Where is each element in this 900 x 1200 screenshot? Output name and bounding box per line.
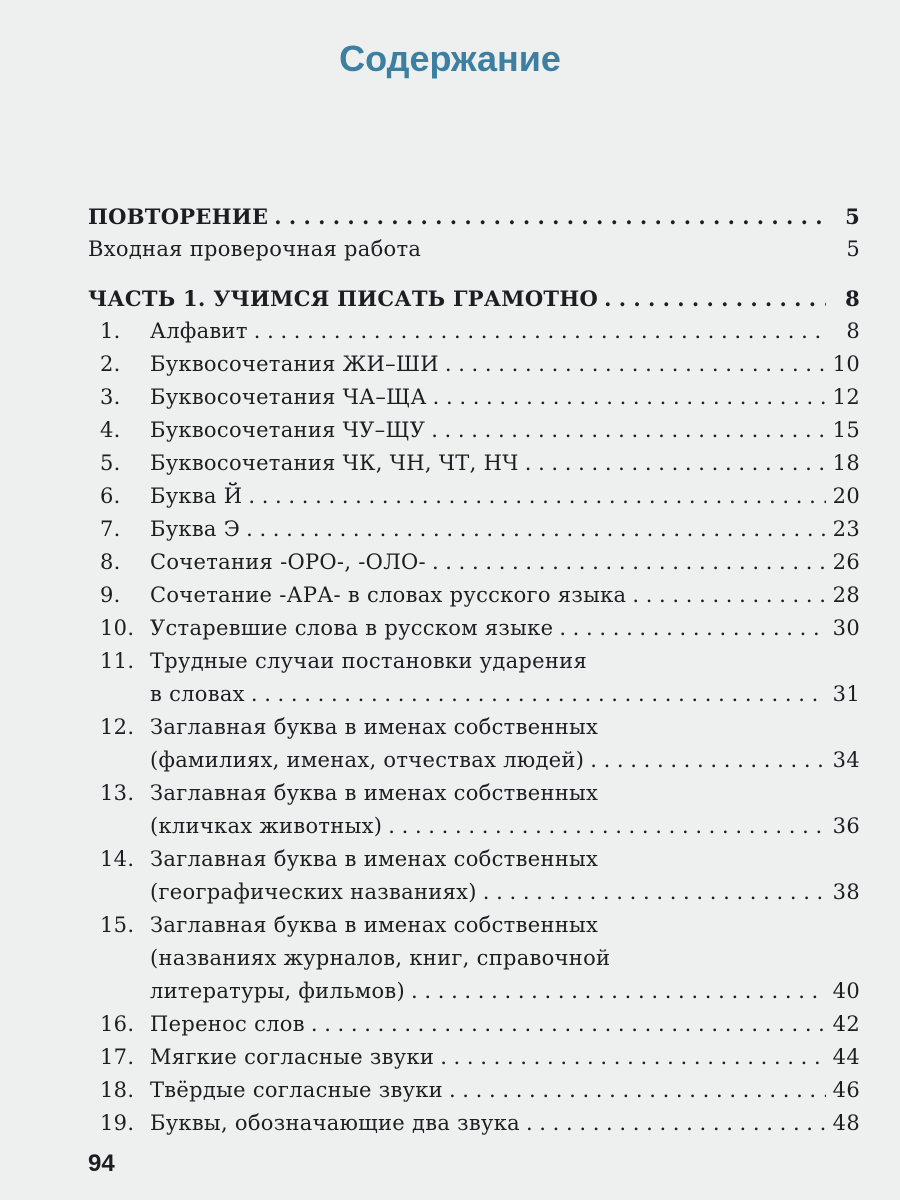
toc-entry-title: Трудные случаи постановки ударения xyxy=(150,649,587,673)
toc-page-number: 31 xyxy=(832,682,860,706)
toc-entry-number: 11. xyxy=(100,649,135,673)
toc-entry-title: Буквосочетания ЖИ–ШИ xyxy=(150,352,439,376)
toc-line xyxy=(88,282,860,315)
toc-page-number: 26 xyxy=(832,550,860,574)
toc-line xyxy=(88,1074,860,1107)
toc-entry-number: 15. xyxy=(100,913,135,937)
toc-entry xyxy=(88,447,860,480)
toc-entry-number: 7. xyxy=(100,517,121,541)
toc-entry-number: 1. xyxy=(100,319,121,343)
toc-entry-title: литературы, фильмов) xyxy=(150,979,406,1003)
toc-page-number: 48 xyxy=(832,1111,860,1135)
toc-entry-title: Буквосочетания ЧА–ЩА xyxy=(150,385,427,409)
toc-line xyxy=(88,200,860,233)
toc-entry-title: Алфавит xyxy=(150,319,248,343)
toc-entry-title: (фамилиях, именах, отчествах людей) xyxy=(150,748,585,772)
toc-entry xyxy=(88,645,860,711)
toc-page-number: 18 xyxy=(832,451,860,475)
toc-page-number: 30 xyxy=(832,616,860,640)
toc-entry-number: 18. xyxy=(100,1078,135,1102)
toc-entry-title: Перенос слов xyxy=(150,1012,305,1036)
toc-entry xyxy=(88,843,860,909)
toc-line xyxy=(88,612,860,645)
toc-line xyxy=(88,975,860,1008)
toc-entry-title: (географических названиях) xyxy=(150,880,477,904)
dot-leader xyxy=(246,513,826,546)
dot-leader xyxy=(559,612,826,645)
toc-entry xyxy=(88,711,860,777)
toc-entry-title: в словах xyxy=(150,682,245,706)
toc-entry-number: 3. xyxy=(100,385,121,409)
dot-leader xyxy=(411,975,826,1008)
toc-line xyxy=(88,645,860,678)
page-number: 94 xyxy=(88,1150,115,1177)
toc-entry-number: 5. xyxy=(100,451,121,475)
toc-entry-title: (кличках животных) xyxy=(150,814,383,838)
toc-line xyxy=(88,843,860,876)
toc-page-number: 40 xyxy=(832,979,860,1003)
dot-leader xyxy=(590,744,826,777)
toc-entry-title: Заглавная буква в именах собственных xyxy=(150,913,599,937)
toc-line xyxy=(88,315,860,348)
toc-entry-title: Буквосочетания ЧК, ЧН, ЧТ, НЧ xyxy=(150,451,519,475)
toc-entry xyxy=(88,1107,860,1140)
toc-page-number: 44 xyxy=(832,1045,860,1069)
toc-entry xyxy=(88,1074,860,1107)
toc-line xyxy=(88,810,860,843)
dot-leader xyxy=(440,1041,826,1074)
toc-page-number: 28 xyxy=(832,583,860,607)
toc-line xyxy=(88,1041,860,1074)
toc-entry-number: 12. xyxy=(100,715,135,739)
toc-entry-title: Мягкие согласные звуки xyxy=(150,1045,435,1069)
toc-entry-title: ЧАСТЬ 1. УЧИМСЯ ПИСАТЬ ГРАМОТНО xyxy=(88,286,599,311)
toc-line xyxy=(88,480,860,513)
dot-leader xyxy=(604,282,826,315)
toc-entry-title: ПОВТОРЕНИЕ xyxy=(88,204,269,229)
toc-entry-number: 16. xyxy=(100,1012,135,1036)
toc-entry-title: Сочетание -АРА- в словах русского языка xyxy=(150,583,627,607)
toc-entry-title: Буква Й xyxy=(150,484,243,508)
toc-page-number: 20 xyxy=(832,484,860,508)
dot-leader xyxy=(254,315,826,348)
toc-entry xyxy=(88,282,860,315)
toc-entry-number: 2. xyxy=(100,352,121,376)
toc-entry-number: 8. xyxy=(100,550,121,574)
dot-leader xyxy=(433,381,826,414)
toc-page-number: 5 xyxy=(846,237,860,261)
dot-leader xyxy=(525,447,826,480)
toc-entry xyxy=(88,348,860,381)
toc-entry xyxy=(88,315,860,348)
toc-line xyxy=(88,777,860,810)
dot-leader xyxy=(449,1074,826,1107)
toc-entry-number: 14. xyxy=(100,847,135,871)
toc-entry-number: 13. xyxy=(100,781,135,805)
toc-page-number: 8 xyxy=(846,319,860,343)
dot-leader xyxy=(431,414,826,447)
toc-entry xyxy=(88,480,860,513)
toc-entry-number: 19. xyxy=(100,1111,135,1135)
dot-leader xyxy=(445,348,826,381)
toc-entry xyxy=(88,381,860,414)
toc-page-number: 5 xyxy=(845,204,860,229)
toc-page-number: 46 xyxy=(832,1078,860,1102)
toc-line xyxy=(88,909,860,942)
toc-page-number: 38 xyxy=(832,880,860,904)
toc-page-number: 12 xyxy=(832,385,860,409)
toc-page-number: 15 xyxy=(832,418,860,442)
toc-page-number: 23 xyxy=(832,517,860,541)
toc-entry xyxy=(88,513,860,546)
toc-line xyxy=(88,942,860,975)
toc-entry-title: Заглавная буква в именах собственных xyxy=(150,715,599,739)
dot-leader xyxy=(248,480,826,513)
toc-entry xyxy=(88,233,860,266)
toc-page-number: 10 xyxy=(832,352,860,376)
toc-entry xyxy=(88,414,860,447)
toc-line xyxy=(88,678,860,711)
toc-entry-number: 4. xyxy=(100,418,121,442)
table-of-contents xyxy=(88,200,860,1140)
dot-leader xyxy=(388,810,826,843)
toc-entry-title: Входная проверочная работа xyxy=(88,237,422,261)
toc-page-number: 8 xyxy=(845,286,860,311)
toc-entry-title: Буква Э xyxy=(150,517,241,541)
toc-entry-title: (названиях журналов, книг, справочной xyxy=(150,946,611,970)
toc-entry xyxy=(88,612,860,645)
toc-entry xyxy=(88,1041,860,1074)
dot-leader xyxy=(274,200,826,233)
toc-entry-title: Буквы, обозначающие два звука xyxy=(150,1111,520,1135)
toc-entry-title: Буквосочетания ЧУ–ЩУ xyxy=(150,418,426,442)
toc-entry xyxy=(88,909,860,1008)
toc-page-number: 36 xyxy=(832,814,860,838)
dot-leader xyxy=(311,1008,826,1041)
toc-line xyxy=(88,711,860,744)
toc-entry xyxy=(88,777,860,843)
toc-line xyxy=(88,876,860,909)
toc-line xyxy=(88,513,860,546)
toc-line xyxy=(88,381,860,414)
toc-entry-title: Твёрдые согласные звуки xyxy=(150,1078,443,1102)
toc-page-number: 42 xyxy=(832,1012,860,1036)
toc-entry xyxy=(88,200,860,233)
page-title: Содержание xyxy=(339,38,561,79)
toc-entry-title: Сочетания -ОРО-, -ОЛО- xyxy=(150,550,426,574)
dot-leader xyxy=(432,546,826,579)
dot-leader xyxy=(526,1107,826,1140)
toc-line xyxy=(88,233,860,266)
toc-entry-number: 9. xyxy=(100,583,121,607)
toc-line xyxy=(88,546,860,579)
toc-line xyxy=(88,1008,860,1041)
dot-leader xyxy=(483,876,826,909)
toc-entry-number: 17. xyxy=(100,1045,135,1069)
toc-entry-title: Заглавная буква в именах собственных xyxy=(150,781,599,805)
toc-line xyxy=(88,447,860,480)
toc-entry xyxy=(88,1008,860,1041)
toc-entry xyxy=(88,579,860,612)
toc-line xyxy=(88,348,860,381)
toc-line xyxy=(88,1107,860,1140)
dot-leader xyxy=(632,579,826,612)
toc-entry-title: Устаревшие слова в русском языке xyxy=(150,616,554,640)
toc-entry-title: Заглавная буква в именах собственных xyxy=(150,847,599,871)
toc-line xyxy=(88,744,860,777)
toc-entry-number: 6. xyxy=(100,484,121,508)
toc-page-number: 34 xyxy=(832,748,860,772)
toc-line xyxy=(88,579,860,612)
dot-leader xyxy=(251,678,826,711)
toc-entry xyxy=(88,546,860,579)
toc-entry-number: 10. xyxy=(100,616,135,640)
toc-line xyxy=(88,414,860,447)
